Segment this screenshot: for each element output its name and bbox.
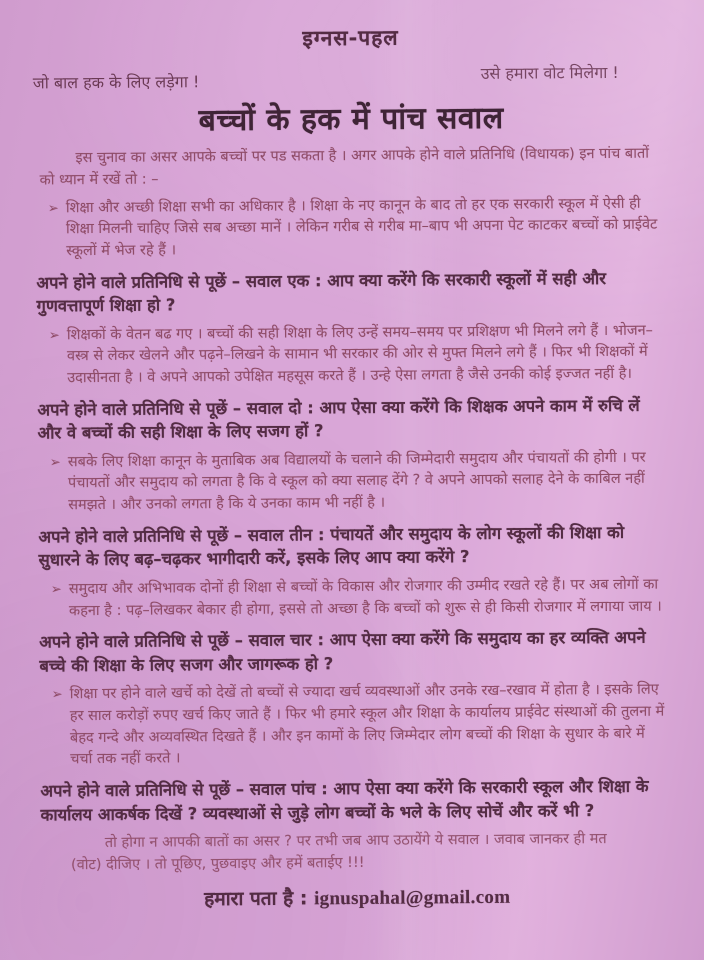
intro-paragraph: इस चुनाव का असर आपके बच्चों पर पड सकता है । अगर आपके होने वाले प्रतिनिधि (विधायक) इन पांच बातों को ध्यान में रखें तो : – bbox=[39, 145, 650, 189]
question-heading-5: अपने होने वाले प्रतिनिधि से पूछें – सवाल पांच : आप ऐसा क्या करेंगे कि सरकारी स्कूल और शिक्षा के कार्यालय आकर्षक दिखें ? व्यवस्थाओं से जुड़े लोग बच्चों के भले के लिए सोचें और करें भी ? bbox=[40, 776, 649, 825]
question-heading-3: अपने होने वाले प्रतिनिधि से पूछें – सवाल तीन : पंचायतें और समुदाय के लोग स्कूलों की शिक्षा को सुधारने के लिए बढ़–चढ़कर भागीदारी करें, इसके लिए आप क्या करेंगे ? bbox=[38, 522, 625, 570]
bullet-point-1 bbox=[48, 193, 664, 263]
bullet-point-5 bbox=[52, 680, 669, 772]
bullet-text: शिक्षकों के वेतन बढ गए । बच्चों की सही शिक्षा के लिए उन्हें समय–समय पर प्रशिक्षण भी मिलने लगे हैं । भोजन–वस्त्र से लेकर खेलने और पढ़ने–लिखने के सामान भी सरकार की ओर से मुफ्त मिलने लगे हैं । फिर भी शिक्षकों में उदासीनता है । वे अपने आपको उपेक्षित महसूस करते हैं । उन्हे ऐसा लगता है जैसे उनकी कोई इज्जत नहीं है। bbox=[66, 322, 653, 387]
question-heading-4: अपने होने वाले प्रतिनिधि से पूछें – सवाल चार : आप ऐसा क्या करेंगे कि समुदाय का हर व्यक्ति अपने बच्चे की शिक्षा के लिए सजग और जागरूक हो ? bbox=[39, 627, 646, 676]
slogan-row bbox=[32, 62, 669, 93]
slogan-left: जो बाल हक के लिए लड़ेगा ! bbox=[32, 72, 200, 93]
arrow-bullet-icon: ➢ bbox=[51, 687, 63, 703]
arrow-bullet-icon: ➢ bbox=[48, 327, 60, 343]
bullet-point-4 bbox=[51, 574, 667, 622]
main-heading: बच्चों के हक में पांच सवाल bbox=[198, 100, 504, 139]
bullet-text: सबके लिए शिक्षा कानून के मुताबिक अब विद्यालयों के चलाने की जिम्मेदारी समुदाय और पंचायतों की होगी । पर पंचायतों और समुदाय को लगता है कि वे स्कूल को क्या सलाह देंगे ? वे अपने आपको सलाह देने के काबिल नहीं समझते । और उनको लगता है कि ये उनका काम भी नहीं है । bbox=[67, 449, 646, 514]
org-title: इग्नस-पहल bbox=[302, 25, 399, 51]
arrow-bullet-icon: ➢ bbox=[47, 200, 59, 216]
question-heading-1: अपने होने वाले प्रतिनिधि से पूछें – सवाल एक : आप क्या करेंगे कि सरकारी स्कूलों में सही और गुणवत्तापूर्ण शिक्षा हो ? bbox=[36, 268, 606, 316]
footer-label: हमारा पता है : bbox=[204, 887, 308, 911]
bullet-text: समुदाय और अभिभावक दोनों ही शिक्षा से बच्चों के विकास और रोजगार की उम्मीद रखते रहे हैं। पर अब लोगों का कहना है : पढ़–लिखकर बेकार ही होगा, इससे तो अच्छा है कि बच्चों को शुरू से ही किसी रोजगार में लगाया जाय । bbox=[68, 576, 662, 619]
slogan-right: उसे हमारा वोट मिलेगा ! bbox=[480, 62, 619, 83]
bullet-text: शिक्षा पर होने वाले खर्चे को देखें तो बच्चों से ज्यादा खर्च व्यवस्थाओं और उनके रख–रखाव में होता है । इसके लिए हर साल करोड़ों रुपए खर्च किए जाते हैं । फिर भी हमारे स्कूल और शिक्षा के कार्यालय प्राईवेट संस्थाओं की तुलना में बेहद गन्दे और अव्यवस्थित दिखते हैं । और इन कामों के लिए जिम्मेदार लोग बच्चों की शिक्षा के सुधार के बारे में चर्चा तक नहीं करते । bbox=[69, 681, 665, 768]
closing-paragraph: तो होगा न आपकी बातों का असर ? पर तभी जब आप उठायेंगे ये सवाल । जवाब जानकर ही मत (वोट) दीजिए । तो पूछिए, पुछवाइए और हमें बताईए !!! bbox=[70, 830, 607, 873]
footer-email: ignuspahal@gmail.com bbox=[313, 887, 511, 910]
question-heading-2: अपने होने वाले प्रतिनिधि से पूछें – सवाल दो : आप ऐसा क्या करेंगे कि शिक्षक अपने काम में रुचि लें और वे बच्चों की सही शिक्षा के लिए सजग हों ? bbox=[37, 395, 640, 443]
bullet-point-3 bbox=[50, 447, 666, 517]
bullet-text: शिक्षा और अच्छी शिक्षा सभी का अधिकार है । शिक्षा के नए कानून के बाद तो हर एक सरकारी स्कूल में ऐसी ही शिक्षा मिलनी चाहिए जिसे सब अच्छा मानें । लेकिन गरीब से गरीब मा–बाप भी अपना पेट काटकर बच्चों को प्राईवेट स्कूलों में भेज रहे हैं । bbox=[65, 195, 658, 260]
bullet-point-2 bbox=[49, 320, 665, 390]
footer-address bbox=[39, 882, 675, 913]
arrow-bullet-icon: ➢ bbox=[50, 582, 62, 598]
arrow-bullet-icon: ➢ bbox=[49, 454, 61, 471]
